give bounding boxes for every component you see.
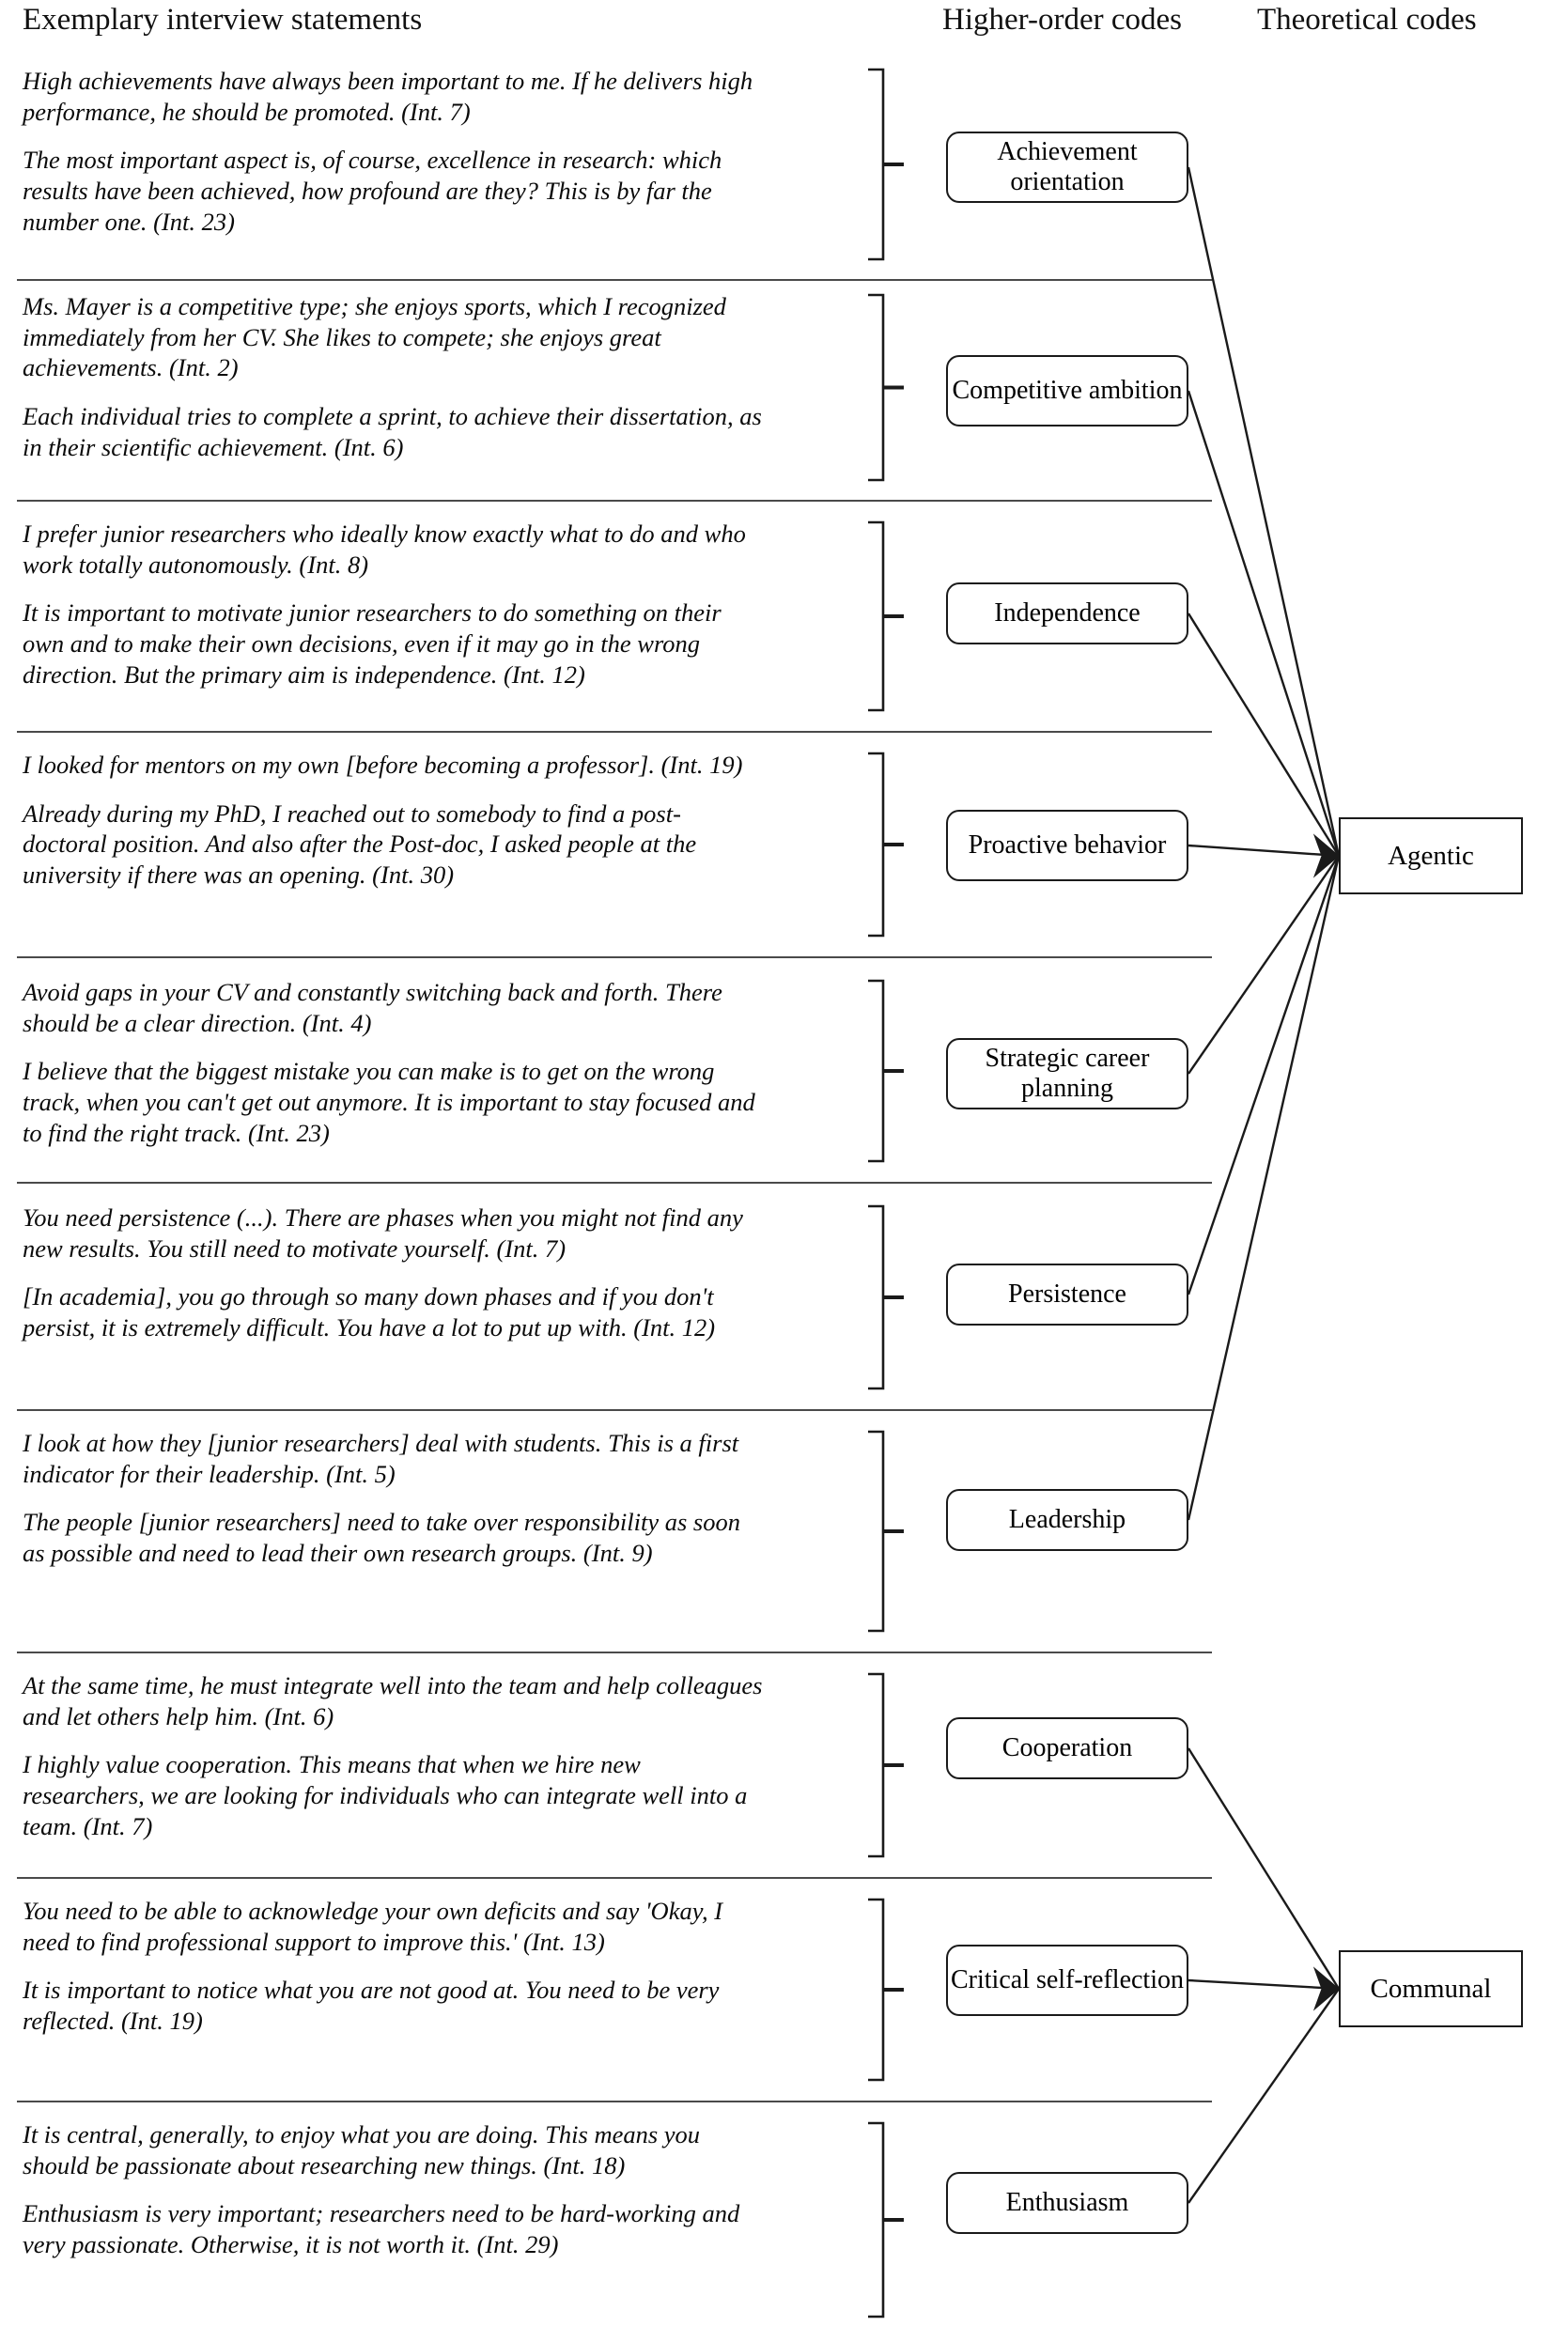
interview-quote: Each individual tries to complete a sprint, to achieve their dissertation, as in their scientific achievement. (Int. 6) — [23, 402, 762, 461]
quote-bracket — [868, 1432, 883, 1631]
quote-group — [23, 1896, 765, 2037]
interview-quote: High achievements have always been important to me. If he delivers high performance, he should be promoted. (Int. 7) — [23, 67, 753, 126]
quote-bracket — [868, 753, 883, 936]
interview-quote: I looked for mentors on my own [before becoming a professor]. (Int. 19) — [23, 751, 743, 779]
interview-quote: It is important to motivate junior researchers to do something on their own and to make their own decisions, even if it may go in the wrong direction. But the primary aim is independence. (Int. 12) — [23, 598, 722, 689]
higher-order-code-box[interactable] — [946, 1038, 1188, 1109]
connector-arrowhead — [1314, 835, 1339, 876]
quote-group — [23, 291, 765, 463]
higher-order-code-label: Enthusiasm — [1005, 2188, 1129, 2218]
interview-quote: Avoid gaps in your CV and constantly switching back and forth. There should be a clear direction. (Int. 4) — [23, 978, 722, 1037]
quote-group — [23, 1202, 765, 1343]
interview-quote: The people [junior researchers] need to take over responsibility as soon as possible and need to lead their own research groups. (Int. 9) — [23, 1508, 740, 1568]
quote-group — [23, 2119, 765, 2260]
quote-group — [23, 977, 765, 1149]
code-connector — [1188, 1748, 1339, 1989]
higher-order-code-box[interactable] — [946, 355, 1188, 427]
interview-quote: I prefer junior researchers who ideally know exactly what to do and who work totally autonomously. (Int. 8) — [23, 520, 746, 579]
code-connector — [1188, 167, 1339, 856]
column-heading-higher-order: Higher-order codes — [942, 3, 1182, 37]
interview-quote: You need to be able to acknowledge your own deficits and say 'Okay, I need to find professional support to improve this.' (Int. 13) — [23, 1897, 723, 1956]
code-connector — [1188, 391, 1339, 856]
code-connector — [1188, 1989, 1339, 2203]
quote-group — [23, 1428, 765, 1569]
higher-order-code-label: Persistence — [1008, 1280, 1126, 1310]
code-connector — [1188, 856, 1339, 1295]
higher-order-code-label: Independence — [994, 598, 1141, 628]
column-heading-theoretical: Theoretical codes — [1257, 3, 1477, 37]
quote-bracket — [868, 1674, 883, 1856]
higher-order-code-box[interactable] — [946, 582, 1188, 644]
interview-quote: I highly value cooperation. This means that when we hire new researchers, we are looking for individuals who can integrate well into a team. (Int. 7) — [23, 1750, 748, 1840]
interview-quote: I look at how they [junior researchers] deal with students. This is a first indicator for their leadership. (Int. 5) — [23, 1429, 739, 1488]
interview-quote: It is important to notice what you are not good at. You need to be very reflected. (Int. 19) — [23, 1976, 720, 2036]
quote-bracket — [868, 70, 883, 259]
quote-bracket — [868, 1206, 883, 1388]
group-separator — [17, 1409, 1212, 1411]
code-connector — [1188, 845, 1339, 856]
connector-arrowhead — [1314, 1968, 1339, 2009]
code-connector — [1188, 613, 1339, 856]
higher-order-code-box[interactable] — [946, 1945, 1188, 2016]
higher-order-code-label: Proactive behavior — [968, 830, 1167, 861]
quote-group — [23, 750, 765, 891]
higher-order-code-label: Cooperation — [1001, 1733, 1133, 1763]
group-separator — [17, 1877, 1212, 1879]
code-connector — [1188, 1980, 1339, 1989]
group-separator — [17, 1652, 1212, 1653]
group-separator — [17, 1182, 1212, 1184]
interview-quote: The most important aspect is, of course, excellence in research: which results have been achieved, how profound are they? This is by far the number one. (Int. 23) — [23, 146, 722, 236]
theoretical-box-communal[interactable]: Communal — [1339, 1950, 1523, 2027]
quote-bracket — [868, 295, 883, 480]
quote-bracket — [868, 981, 883, 1161]
higher-order-code-label: Achievement orientation — [997, 137, 1138, 196]
column-heading-statements: Exemplary interview statements — [23, 3, 423, 37]
interview-quote: Already during my PhD, I reached out to somebody to find a post-doctoral position. And also after the Post-doc, I asked people at the university if there was an opening. (Int. 30) — [23, 799, 697, 890]
interview-quote: Enthusiasm is very important; researchers need to be hard-working and very passionate. Otherwise, it is not worth it. (Int. 29) — [23, 2199, 740, 2259]
group-separator — [17, 279, 1212, 281]
interview-quote: You need persistence (...). There are phases when you might not find any new results. You still need to motivate yourself. (Int. 7) — [23, 1203, 743, 1263]
quote-group — [23, 519, 765, 690]
higher-order-code-box[interactable] — [946, 1717, 1188, 1779]
theoretical-box-agentic[interactable]: Agentic — [1339, 817, 1523, 894]
group-separator — [17, 2101, 1212, 2102]
quote-bracket — [868, 1900, 883, 2080]
higher-order-code-label: Competitive ambition — [952, 376, 1183, 406]
higher-order-code-box[interactable] — [946, 1264, 1188, 1326]
quote-bracket — [868, 522, 883, 710]
group-separator — [17, 956, 1212, 958]
quote-bracket — [868, 2123, 883, 2317]
higher-order-code-box[interactable] — [946, 1489, 1188, 1551]
code-connector — [1188, 856, 1339, 1074]
interview-quote: [In academia], you go through so many down phases and if you don't persist, it is extremely difficult. You have a lot to put up with. (Int. 12) — [23, 1282, 716, 1342]
higher-order-code-label: Strategic career planning — [985, 1044, 1150, 1103]
higher-order-code-box[interactable] — [946, 132, 1188, 203]
interview-quote: I believe that the biggest mistake you can make is to get on the wrong track, when you can't get out anymore. It is important to stay focused and to find the right track. (Int. 23) — [23, 1057, 755, 1147]
group-separator — [17, 500, 1212, 502]
higher-order-code-label: Leadership — [1008, 1505, 1126, 1535]
interview-quote: At the same time, he must integrate well into the team and help colleagues and let others help him. (Int. 6) — [23, 1671, 763, 1730]
interview-quote: Ms. Mayer is a competitive type; she enjoys sports, which I recognized immediately from her CV. She likes to compete; she enjoys great achievements. (Int. 2) — [23, 292, 726, 382]
quote-group — [23, 66, 765, 238]
quote-group — [23, 1670, 765, 1842]
higher-order-code-box[interactable] — [946, 2172, 1188, 2234]
interview-quote: It is central, generally, to enjoy what you are doing. This means you should be passionate about researching new things. (Int. 18) — [23, 2120, 701, 2179]
higher-order-code-label: Critical self-reflection — [951, 1965, 1184, 1995]
higher-order-code-box[interactable] — [946, 810, 1188, 881]
group-separator — [17, 731, 1212, 733]
